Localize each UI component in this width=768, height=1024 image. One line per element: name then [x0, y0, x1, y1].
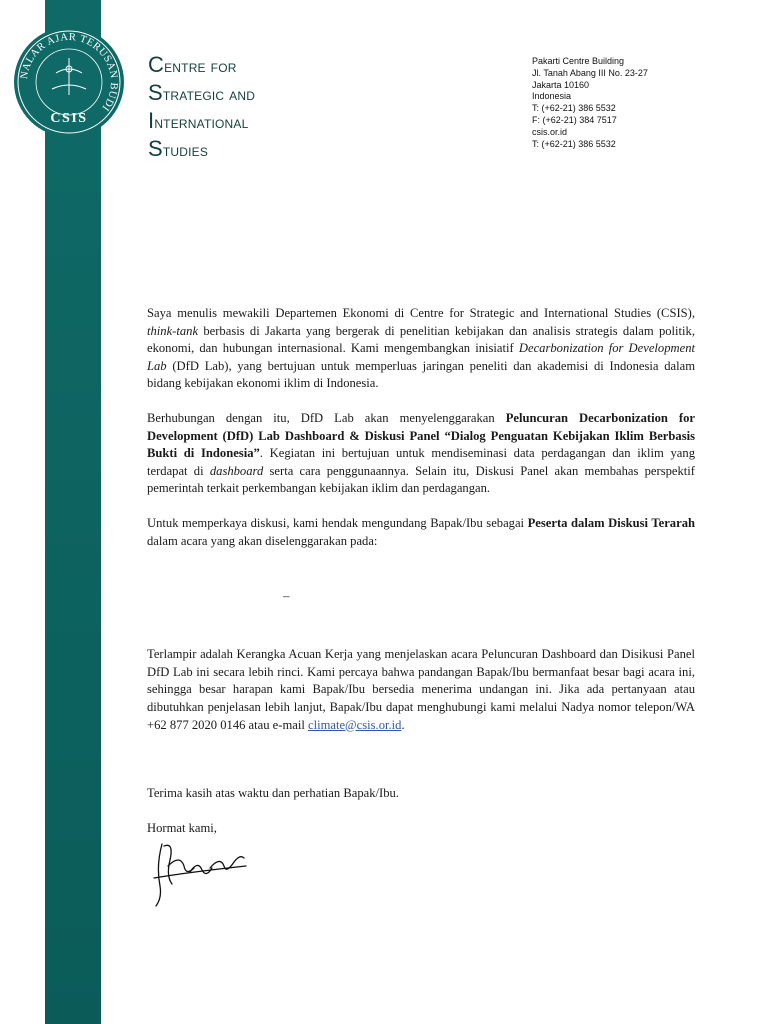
- thanks-line: Terima kasih atas waktu dan perhatian Bapak/Ibu.: [147, 786, 399, 800]
- paragraph-attachment: [147, 646, 695, 734]
- fax-line: F: (+62-21) 384 7517: [532, 114, 617, 125]
- phone-line: T: (+62-21) 386 5532: [532, 103, 616, 114]
- csis-seal-logo: [12, 25, 126, 139]
- paragraph-intro: [147, 305, 695, 393]
- org-name-line-4: Studies: [148, 136, 209, 161]
- text: Terlampir adalah Kerangka Acuan Kerja yang menjelaskan acara Peluncuran Dashboard dan Disikusi Panel DfD Lab ini secara lebih rinci. Kami percaya bahwa pandangan Bapak/Ibu bermanfaat besar bagi acara ini, sehingga besar harapan kami Bapak/Ibu bersedia menerima undangan ini. Jika ada pertanyaan atau dibutuhkan penjelasan lebih lanjut, Bapak/Ibu dapat menghubungi kami melalui Nadya nomor telepon/WA +62 877 2020 0146 atau e-mail: [147, 647, 695, 732]
- side-band: [45, 0, 101, 1024]
- handwritten-signature: [150, 836, 250, 908]
- text-italic: think-tank: [147, 323, 199, 338]
- org-name-line-3: International: [148, 108, 249, 133]
- website-line: csis.or.id: [532, 126, 568, 137]
- text: Berhubungan dengan itu, DfD Lab akan menyelenggarakan: [147, 410, 506, 425]
- text: berbasis di Jakarta yang bergerak di penelitian kebijakan dan analisis strategis dalam politik, ekonomi, dan hubungan internasional. Kami mengembangkan inisiatif: [147, 323, 695, 356]
- address-block: [532, 56, 648, 150]
- letter-body: [147, 305, 695, 734]
- address-line: Indonesia: [532, 91, 572, 102]
- address-line: Jl. Tanah Abang III No. 23-27: [532, 67, 648, 78]
- address-line: Jakarta 10160: [532, 79, 590, 90]
- text: dalam acara yang akan diselenggarakan pada:: [147, 533, 378, 548]
- email-link[interactable]: climate@csis.or.id: [308, 717, 402, 732]
- phone-line-2: T: (+62-21) 386 5532: [532, 138, 616, 149]
- text: serta cara penggunaannya. Selain itu, Diskusi Panel akan membahas perspektif pemerintah terkait perkembangan kebijakan iklim dan perdagangan.: [147, 463, 695, 496]
- paragraph-invitation: [147, 515, 695, 550]
- text: Saya menulis mewakili Departemen Ekonomi di Centre for Strategic and International Studies (CSIS),: [147, 306, 695, 320]
- participant-role: Peserta dalam Diskusi Terarah: [527, 515, 695, 530]
- svg-text:CSIS: CSIS: [50, 111, 88, 126]
- org-name-line-2: Strategic and: [148, 80, 256, 105]
- text: .: [401, 717, 405, 732]
- org-name-line-1: Centre for: [148, 52, 237, 77]
- organization-name: [148, 52, 255, 164]
- text-italic: Decarbonization for Development Lab: [147, 341, 695, 373]
- text: Untuk memperkaya diskusi, kami hendak mengundang Bapak/Ibu sebagai: [147, 515, 528, 530]
- address-line: Pakarti Centre Building: [532, 56, 625, 66]
- event-title: Peluncuran Decarbonization for Development (DfD) Lab Dashboard & Diskusi Panel “Dialog Penguatan Kebijakan Iklim Berbasis Bukti di Indonesia”: [147, 410, 695, 461]
- paragraph-event: [147, 410, 695, 498]
- date-separator: –: [283, 588, 290, 603]
- text: (DfD Lab), yang bertujuan untuk memperluas jaringan peneliti dan akademisi di Indonesia dalam bidang kebijakan ekonomi iklim di Indonesia.: [147, 358, 695, 391]
- closing-line: Hormat kami,: [147, 821, 217, 835]
- text-italic: dashboard: [209, 463, 264, 478]
- text: . Kegiatan ini bertujuan untuk mendiseminasi data perdagangan dan iklim yang terdapat di: [147, 446, 695, 478]
- svg-text:NALAR AJAR TERUSAN BUDI: NALAR AJAR TERUSAN BUDI: [18, 31, 120, 114]
